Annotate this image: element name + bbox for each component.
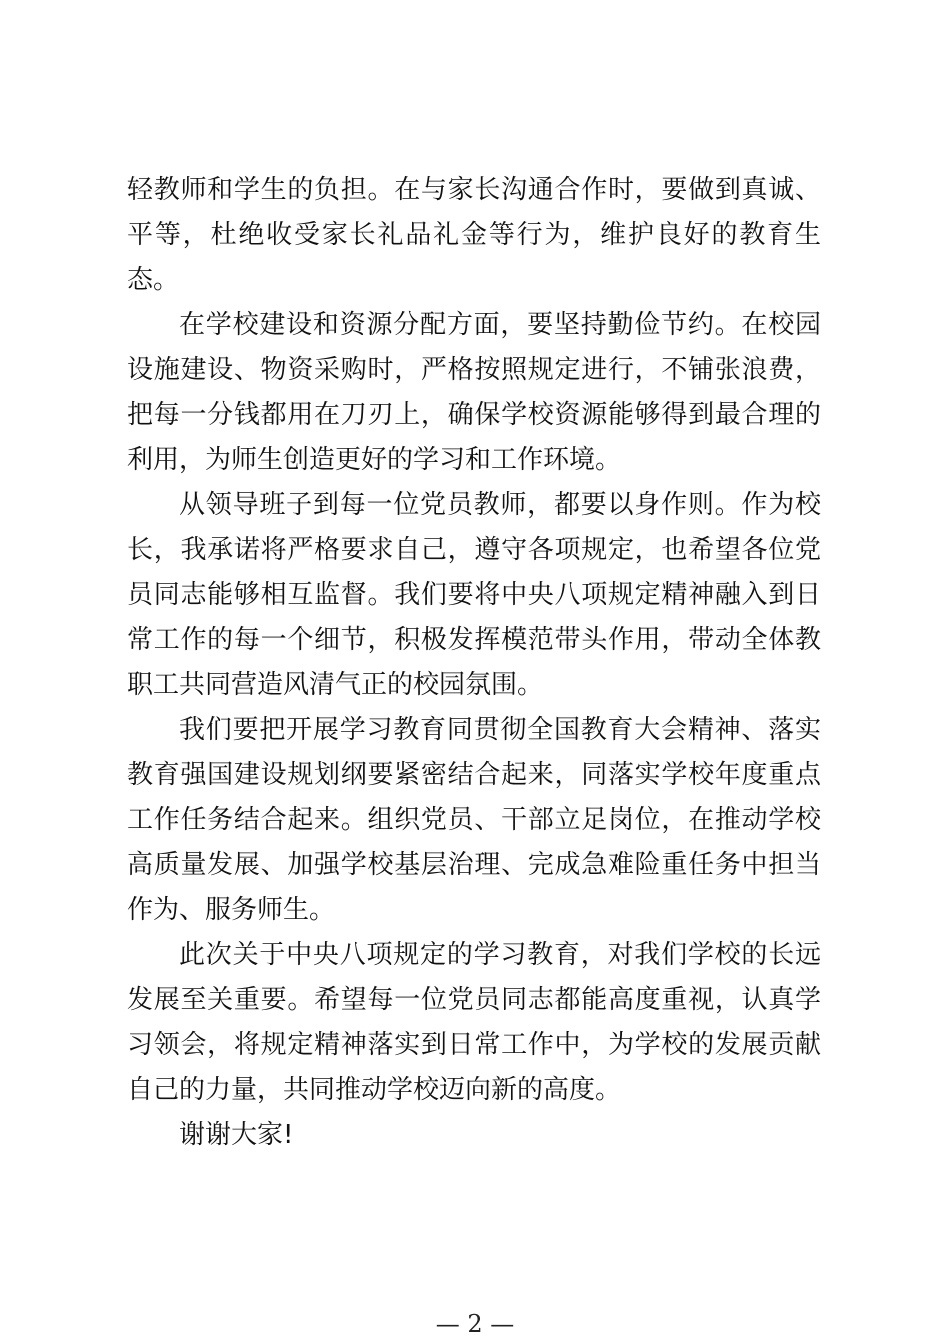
paragraph-3: 从领导班子到每一位党员教师，都要以身作则。作为校长，我承诺将严格要求自己，遵守各项规定，也希望各位党员同志能够相互监督。我们要将中央八项规定精神融入到日常工作的每一个细节，积极发挥模范带头作用，带动全体教职工共同营造风清气正的校园氛围。 <box>127 490 821 700</box>
page-number: — 2 — <box>435 1310 515 1338</box>
paragraph-2: 在学校建设和资源分配方面，要坚持勤俭节约。在校园设施建设、物资采购时，严格按照规定进行，不铺张浪费，把每一分钱都用在刀刃上，确保学校资源能够得到最合理的利用，为师生创造更好的学习和工作环境。 <box>127 310 821 475</box>
closing-line: 谢谢大家! <box>179 1120 294 1150</box>
paragraph-5: 此次关于中央八项规定的学习教育，对我们学校的长远发展至关重要。希望每一位党员同志都能高度重视，认真学习领会，将规定精神落实到日常工作中，为学校的发展贡献自己的力量，共同推动学校迈向新的高度。 <box>127 940 821 1105</box>
paragraph-1: 轻教师和学生的负担。在与家长沟通合作时，要做到真诚、平等，杜绝收受家长礼品礼金等行为，维护良好的教育生态。 <box>127 175 821 295</box>
paragraph-4: 我们要把开展学习教育同贯彻全国教育大会精神、落实教育强国建设规划纲要紧密结合起来，同落实学校年度重点工作任务结合起来。组织党员、干部立足岗位，在推动学校高质量发展、加强学校基层治理、完成急难险重任务中担当作为、服务师生。 <box>127 715 821 925</box>
body-text <box>127 168 821 1158</box>
